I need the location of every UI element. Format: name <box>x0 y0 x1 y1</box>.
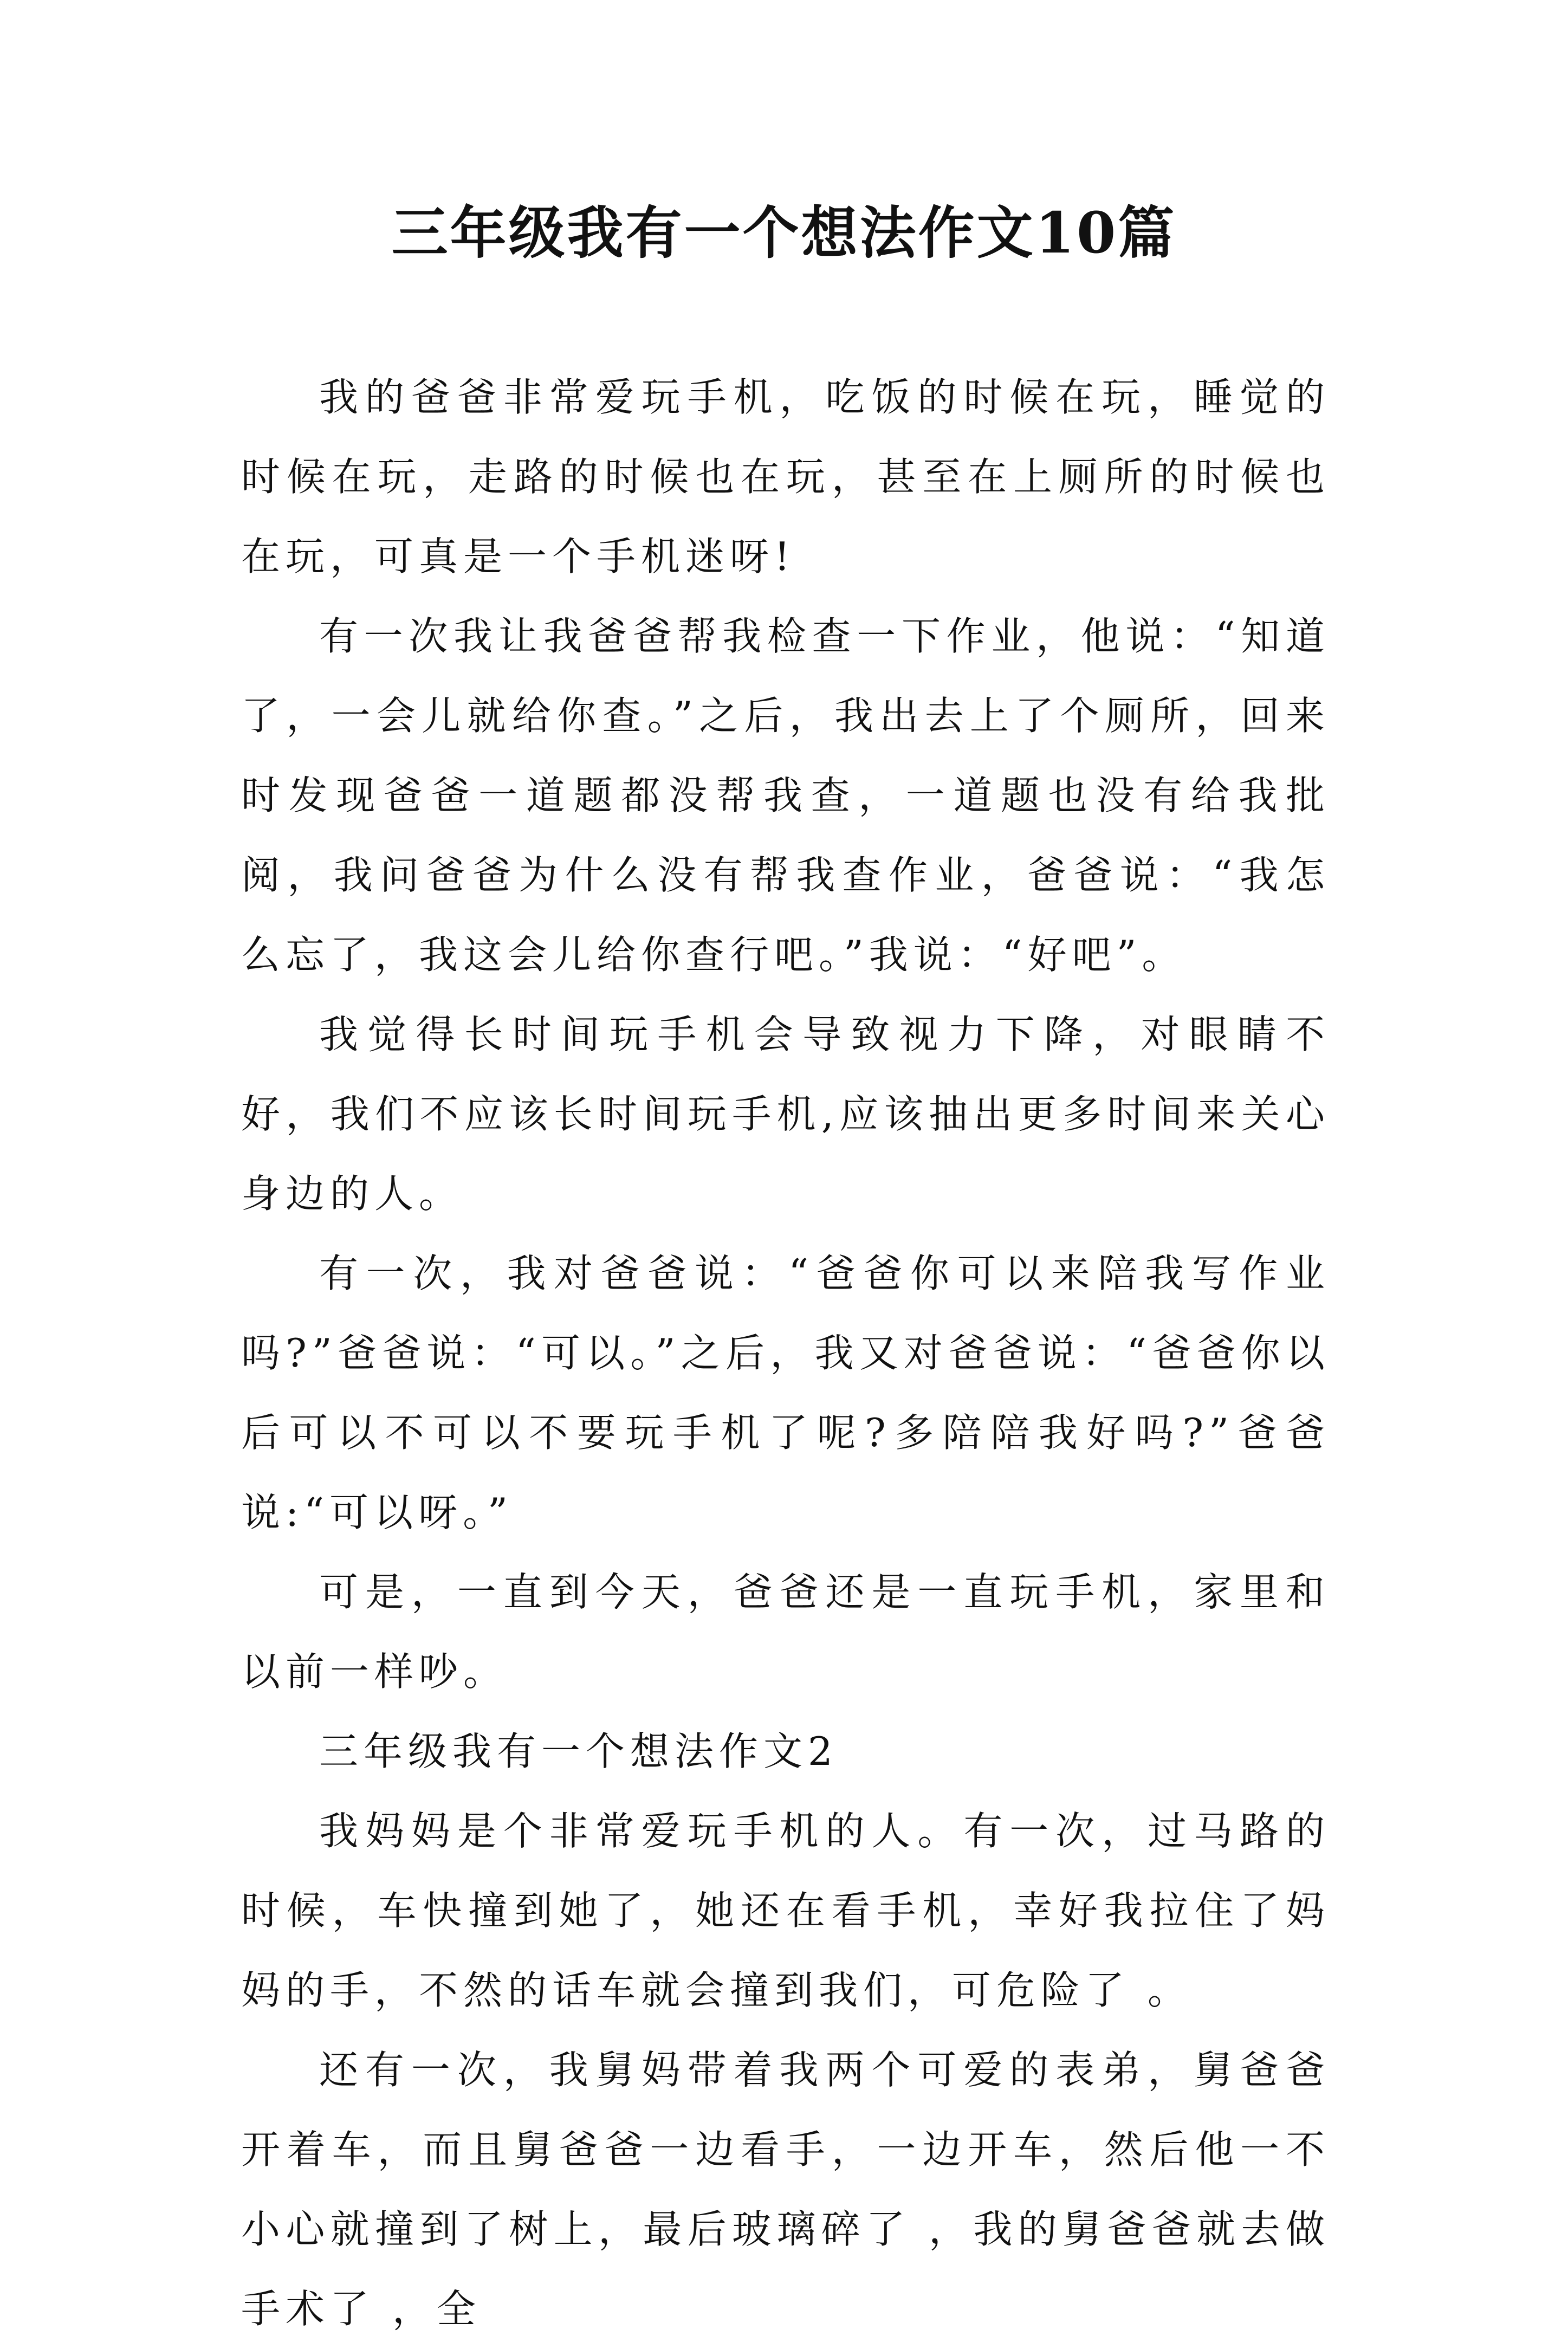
paragraph: 我觉得长时间玩手机会导致视力下降，对眼睛不好，我们不应该长时间玩手机,应该抽出更多时间来关心身边的人。 <box>241 1012 1330 1216</box>
paragraph: 可是，一直到今天，爸爸还是一直玩手机，家里和以前一样吵。 <box>241 1569 1330 1694</box>
paragraph: 我的爸爸非常爱玩手机，吃饭的时候在玩，睡觉的时候在玩，走路的时候也在玩，甚至在上厕所的时候也在玩，可真是一个手机迷呀! <box>241 374 1330 579</box>
paragraph: 有一次我让我爸爸帮我检查一下作业，他说：“知道了，一会儿就给你查。”之后，我出去上了个厕所，回来时发现爸爸一道题都没帮我查，一道题也没有给我批阅，我问爸爸为什么没有帮我查作业，爸爸说：“我怎么忘了，我这会儿给你查行吧。”我说：“好吧”。 <box>241 613 1330 978</box>
document-body <box>241 358 1330 2349</box>
paragraph: 有一次，我对爸爸说：“爸爸你可以来陪我写作业吗?”爸爸说：“可以。”之后，我又对爸爸说：“爸爸你以后可以不可以不要玩手机了呢?多陪陪我好吗?”爸爸说:“可以呀。” <box>241 1251 1330 1535</box>
paragraph: 我妈妈是个非常爱玩手机的人。有一次，过马路的时候，车快撞到她了，她还在看手机，幸好我拉住了妈妈的手，不然的话车就会撞到我们，可危险了 。 <box>241 1808 1330 2013</box>
section-heading: 三年级我有一个想法作文2 <box>319 1729 838 1774</box>
document-title: 三年级我有一个想法作文10篇 <box>391 199 1177 266</box>
paragraph: 还有一次，我舅妈带着我两个可爱的表弟，舅爸爸开着车，而且舅爸爸一边看手，一边开车，然后他一不小心就撞到了树上，最后玻璃碎了 ，我的舅爸爸就去做手术了 ，全 <box>241 2047 1330 2332</box>
